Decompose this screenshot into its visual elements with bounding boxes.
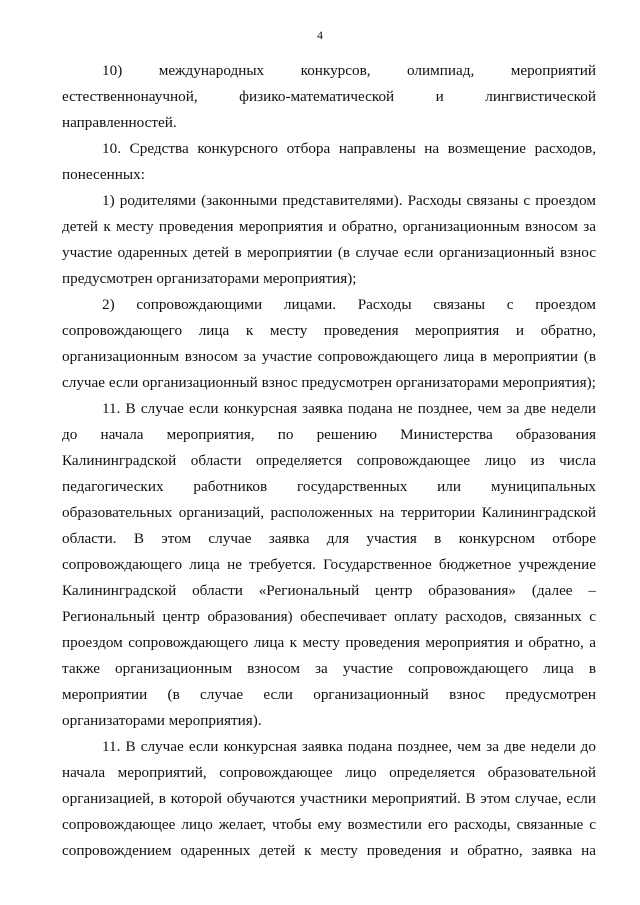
paragraph-funding-purpose: 10. Средства конкурсного отбора направлены на возмещение расходов, понесенных: — [62, 140, 596, 183]
paragraph-parents-expenses: 1) родителями (законными представителями). Расходы связаны с проездом детей к месту проведения мероприятия и обратно, организационным взносом за участие одаренных детей в мероприятии (в случае если организационный взнос предусмотрен организаторами мероприятия); — [62, 192, 596, 287]
document-body — [62, 58, 596, 864]
paragraph-early-application: 11. В случае если конкурсная заявка подана не позднее, чем за две недели до начала мероприятия, по решению Министерства образования Калининградской области определяется сопровождающее лицо из числа педагогических работников государственных или муниципальных образовательных организаций, расположенных на территории Калининградской области. В этом случае заявка для участия в конкурсном отборе сопровождающего лица не требуется. Государственное бюджетное учреждение Калининградской области «Региональный центр образования» (далее – Региональный центр образования) обеспечивает оплату расходов, связанных с проездом сопровождающего лица к месту проведения мероприятия и обратно, а также организационным взносом за участие сопровождающего лица в мероприятии (в случае если организационный взнос предусмотрен организаторами мероприятия). — [62, 400, 596, 729]
paragraph-item-10-olympiads: 10) международных конкурсов, олимпиад, мероприятий естественнонаучной, физико-математической и лингвистической направленностей. — [62, 62, 596, 131]
paragraph-escorts-expenses: 2) сопровождающими лицами. Расходы связаны с проездом сопровождающего лица к месту проведения мероприятия и обратно, организационным взносом за участие сопровождающего лица в мероприятии (в случае если организационный взнос предусмотрен организаторами мероприятия); — [62, 296, 596, 391]
page-number: 4 — [317, 28, 323, 42]
paragraph-late-application: 11. В случае если конкурсная заявка подана позднее, чем за две недели до начала мероприятий, сопровождающее лицо определяется образовательной организацией, в которой обучаются участники мероприятий. В этом случае, если сопровождающее лицо желает, чтобы ему возместили его расходы, связанные с сопровождением одаренных детей к месту проведения и обратно, заявка на — [62, 738, 596, 859]
